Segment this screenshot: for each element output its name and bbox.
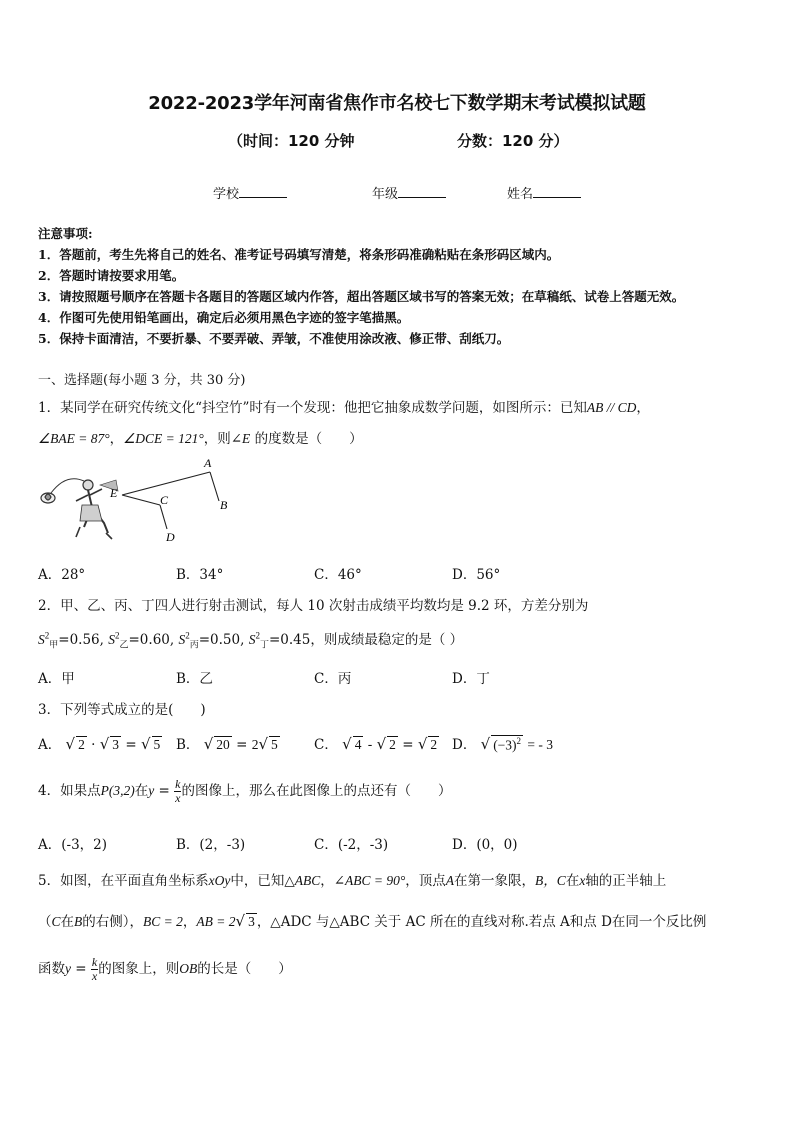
question-5-line-1: 5．如图，在平面直角坐标系xOy中，已知△ABC，∠ABC = 90°，顶点A在第一象限，B，C在x轴的正半轴上: [38, 873, 667, 889]
q3-option-a[interactable]: A． √ 2 · √ 3 = √ 5: [38, 735, 161, 753]
question-1-line-2: ∠BAE = 87°，∠DCE = 121°，则∠E 的度数是（ ）: [38, 431, 363, 447]
q2-option-c[interactable]: C．丙: [314, 671, 352, 687]
grade-field[interactable]: [372, 183, 446, 202]
q4-option-d[interactable]: D．(0，0): [452, 837, 518, 853]
diabolo-player-illustration: [41, 479, 118, 539]
exam-time: （时间：120 分钟: [228, 132, 355, 150]
notice-item: 4．作图可先使用铅笔画出，确定后必须用黑色字迹的签字笔描黑。: [38, 310, 410, 325]
notice-item: 5．保持卡面清洁，不要折暴、不要弄破、弄皱，不准使用涂改液、修正带、刮纸刀。: [38, 331, 510, 346]
name-label: 姓名: [507, 187, 534, 202]
name-blank[interactable]: [533, 185, 581, 198]
question-5-line-3: 函数y = $\frac{k}{x}$ 的图象上，则OB的长是（ ）: [38, 955, 292, 983]
q1-option-d[interactable]: D．56°: [452, 567, 501, 583]
geometry-lines: [122, 472, 219, 529]
q1-option-b[interactable]: B．34°: [176, 567, 224, 583]
question-3-line-1: 3．下列等式成立的是( ): [38, 702, 206, 718]
label-a: A: [204, 456, 212, 470]
q2-option-d[interactable]: D．丁: [452, 671, 490, 687]
grade-label: 年级: [372, 187, 399, 202]
notice-item: 1．答题前，考生先将自己的姓名、准考证号码填写清楚，将条形码准确粘贴在条形码区域内。: [38, 247, 560, 262]
label-c: C: [160, 493, 169, 507]
question-2-line-2: $S^2_甲=0.56$, $S^2_乙=0.60$, $S^2_丙=0.50$, $S^2_丁=0.45$，则成绩最稳定的是（ ）: [38, 630, 464, 651]
q2-option-b[interactable]: B．乙: [176, 671, 213, 687]
name-field[interactable]: [507, 183, 581, 202]
q1-option-c[interactable]: C．46°: [314, 567, 362, 583]
q4-option-a[interactable]: A．(-3，2): [38, 837, 108, 853]
q3-option-b[interactable]: B． √ 20 = 2√ 5: [176, 735, 278, 753]
question-1-figure: [36, 455, 246, 550]
q2-option-a[interactable]: A．甲: [38, 671, 75, 687]
school-label: 学校: [213, 187, 240, 202]
q5-fraction: $\frac{k}{x}$: [91, 955, 98, 983]
question-1-line-1: 1．某同学在研究传统文化“抖空竹”时有一个发现：他把它抽象成数学问题，如图所示：已知AB // CD，: [38, 400, 650, 416]
label-e: E: [110, 486, 118, 500]
q3-option-d[interactable]: D． √ $(-3)^2$ = - 3: [452, 735, 553, 753]
school-blank[interactable]: [239, 185, 287, 198]
notice-item: 3．请按照题号顺序在答题卡各题目的答题区域内作答，超出答题区域书写的答案无效；在草稿纸、试卷上答题无效。: [38, 289, 685, 304]
q3-option-c[interactable]: C． √ 4 - √ 2 = √ 2: [314, 735, 438, 753]
section-heading: 一、选择题(每小题 3 分，共 30 分): [38, 373, 246, 388]
q4-option-c[interactable]: C．(-2，-3): [314, 837, 389, 853]
q4-option-b[interactable]: B．(2，-3): [176, 837, 246, 853]
notice-heading: 注意事项:: [38, 226, 93, 241]
page-title: 2022-2023学年河南省焦作市名校七下数学期末考试模拟试题: [148, 93, 646, 114]
label-d: D: [166, 530, 175, 544]
notice-item: 2．答题时请按要求用笔。: [38, 268, 185, 283]
question-5-line-2: （C在B的右侧），BC = 2，AB = 2√ 3 ，△ADC 与△ABC 关于 AC 所在的直线对称.若点 A和点 D在同一个反比例: [38, 912, 707, 930]
q4-fraction: $\frac{k}{x}$: [175, 777, 181, 805]
grade-blank[interactable]: [398, 185, 446, 198]
question-4-line-1: 4．如果点P(3,2)在y = $\frac{k}{x}$ 的图像上，那么在此图像上的点还有（ ）: [38, 777, 452, 805]
exam-score: 分数：120 分）: [457, 132, 569, 150]
label-b: B: [220, 498, 228, 512]
q1-option-a[interactable]: A．28°: [38, 567, 86, 583]
school-field[interactable]: [213, 183, 287, 202]
question-2-line-1: 2．甲、乙、丙、丁四人进行射击测试，每人 10 次射击成绩平均数均是 9.2 环，方差分别为: [38, 598, 589, 614]
